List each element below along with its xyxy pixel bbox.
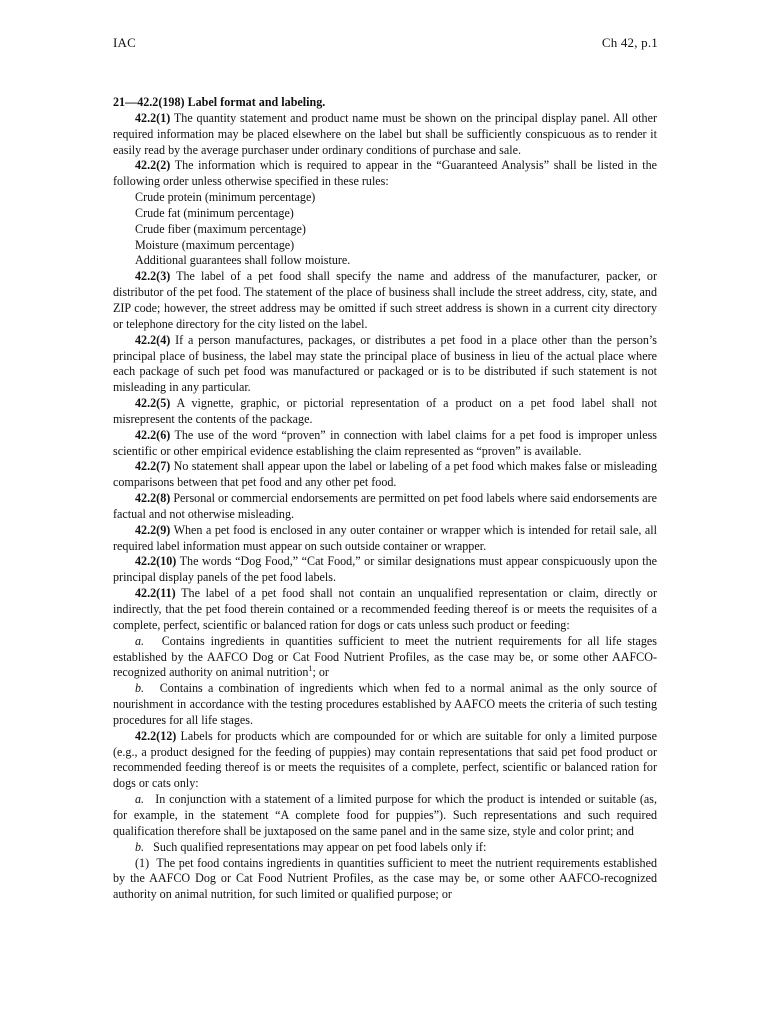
paragraph-number: 42.2(12)	[135, 728, 177, 743]
paragraph-42-2-6	[113, 428, 657, 460]
paragraph-42-2-9	[113, 523, 657, 555]
footnote-marker: 1	[308, 664, 313, 674]
paragraph-number: 42.2(2)	[135, 158, 171, 173]
subparagraph-letter: a.	[135, 792, 145, 807]
analysis-list-item: Crude protein (minimum percentage)	[135, 190, 316, 205]
paragraph-42-2-11	[113, 586, 657, 634]
paragraph-42-2-12	[113, 729, 657, 792]
paragraph-text: The quantity statement and product name must be shown on the principal display panel. All other required information may be placed elsewhere on the label but shall be sufficiently conspicuous as to render it easily read by the average purchaser under ordinary conditions of purchase and sale.	[113, 110, 657, 157]
paragraph-number: 42.2(1)	[135, 110, 171, 125]
paragraph-text: The label of a pet food shall not contain an unqualified representation or claim, directly or indirectly, that the pet food therein contained or a recommended feeding thereof is or meets the requisites of a complete, perfect, scientific or balanced ration for dogs or cats unless such product or feeding:	[113, 586, 657, 632]
document-body	[113, 95, 657, 903]
subparagraph-number: (1)	[135, 855, 150, 870]
paragraph-42-2-11-b	[113, 681, 657, 729]
analysis-list-item: Crude fat (minimum percentage)	[135, 205, 294, 220]
paragraph-number: 42.2(3)	[135, 269, 171, 284]
paragraph-42-2-1	[113, 111, 657, 159]
analysis-list-item: Additional guarantees shall follow moisture.	[135, 253, 351, 268]
analysis-list-item: Moisture (maximum percentage)	[135, 237, 295, 252]
paragraph-42-2-5	[113, 396, 657, 428]
paragraph-text: No statement shall appear upon the label or labeling of a pet food which makes false or misleading comparisons between that pet food and any other pet food.	[113, 459, 657, 490]
paragraph-text: Such qualified representations may appear on pet food labels only if:	[153, 839, 487, 854]
paragraph-number: 42.2(4)	[135, 332, 171, 347]
paragraph-42-2-11-a	[113, 634, 657, 682]
paragraph-text: The pet food contains ingredients in quantities sufficient to meet the nutrient requirements established by the AAFCO Dog or Cat Food Nutrient Profiles, as the case may be, or some other AAFCO-recognized authority on animal nutrition, for such limited or qualified purpose; or	[113, 855, 658, 902]
paragraph-number: 42.2(5)	[135, 396, 171, 411]
rule-title: 21—42.2(198) Label format and labeling.	[113, 95, 326, 109]
paragraph-text: The use of the word “proven” in connection with label claims for a pet food is improper unless scientific or other empirical evidence establishing the claim represented as “proven” is available.	[113, 427, 657, 458]
paragraph-text: The label of a pet food shall specify the name and address of the manufacturer, packer, or distributor of the pet food. The statement of the place of business shall include the street address, city, state, and ZIP code; however, the street address may be omitted if such street address is shown in a current city directory or telephone directory for the city listed on the label.	[113, 269, 657, 331]
paragraph-text: In conjunction with a statement of a limited purpose for which the product is intended or suitable (as, for example, in the statement “A complete food for puppies”). Such representations and such required qualification therefore shall be juxtaposed on the same panel and in the same size, style and color print; and	[113, 792, 657, 838]
paragraph-text: Personal or commercial endorsements are permitted on pet food labels where said endorsements are factual and not otherwise misleading.	[113, 491, 657, 521]
paragraph-number: 42.2(11)	[135, 586, 176, 601]
paragraph-number: 42.2(10)	[135, 554, 177, 569]
paragraph-number: 42.2(8)	[135, 491, 171, 506]
subparagraph-letter: b.	[135, 681, 145, 696]
subparagraph-letter: a.	[135, 633, 145, 648]
analysis-list-item: Crude fiber (maximum percentage)	[135, 221, 306, 236]
paragraph-text: Labels for products which are compounded for or which are suitable for only a limited purpose (e.g., a product designed for the feeding of puppies) may contain representations that said pet food product or recommended feeding thereof is or meets the requisites of a complete, perfect, scientific or balanced ration for dogs or cats only:	[113, 728, 657, 791]
paragraph-42-2-12-b	[113, 840, 657, 856]
paragraph-42-2-4	[113, 333, 657, 396]
paragraph-text: A vignette, graphic, or pictorial representation of a product on a pet food label shall not misrepresent the contents of the package.	[113, 396, 657, 426]
paragraph-text: If a person manufactures, packages, or distributes a pet food in a place other than the person’s principal place of business, the label may state the principal place of business in lieu of the actual place where each package of such pet food was manufactured or packaged or is to be distributed if such statement is not misleading in any particular.	[113, 332, 657, 395]
subparagraph-letter: b.	[135, 839, 145, 854]
paragraph-text: The words “Dog Food,” “Cat Food,” or similar designations must appear conspicuously upon the principal display panels of the pet food labels.	[113, 554, 657, 585]
paragraph-42-2-3	[113, 269, 657, 332]
paragraph-text: When a pet food is enclosed in any outer container or wrapper which is intended for retail sale, all required label information must appear on such outside container or wrapper.	[113, 522, 657, 553]
running-header-left: IAC	[113, 35, 136, 50]
paragraph-number: 42.2(6)	[135, 427, 171, 442]
paragraph-number: 42.2(7)	[135, 459, 171, 474]
running-header-right: Ch 42, p.1	[601, 35, 658, 50]
paragraph-text: Contains ingredients in quantities sufficient to meet the nutrient requirements for all life stages established by the AAFCO Dog or Cat Food Nutrient Profiles, as the case may be, or some other AAFCO-recognized authority on animal nutrition	[113, 633, 657, 680]
paragraph-text-tail: ; or	[312, 665, 329, 680]
paragraph-number: 42.2(9)	[135, 522, 171, 537]
paragraph-42-2-10	[113, 554, 657, 586]
paragraph-text: Contains a combination of ingredients which when fed to a normal animal as the only source of nourishment in accordance with the testing procedures established by AAFCO meets the criteria of such testing procedures for all life stages.	[113, 681, 657, 727]
paragraph-text: The information which is required to appear in the “Guaranteed Analysis” shall be listed in the following order unless otherwise specified in these rules:	[113, 158, 657, 189]
paragraph-42-2-7	[113, 459, 657, 491]
paragraph-42-2-8	[113, 491, 657, 523]
paragraph-42-2-12-b-1	[113, 856, 657, 904]
paragraph-42-2-2	[113, 158, 657, 190]
paragraph-42-2-12-a	[113, 792, 657, 840]
